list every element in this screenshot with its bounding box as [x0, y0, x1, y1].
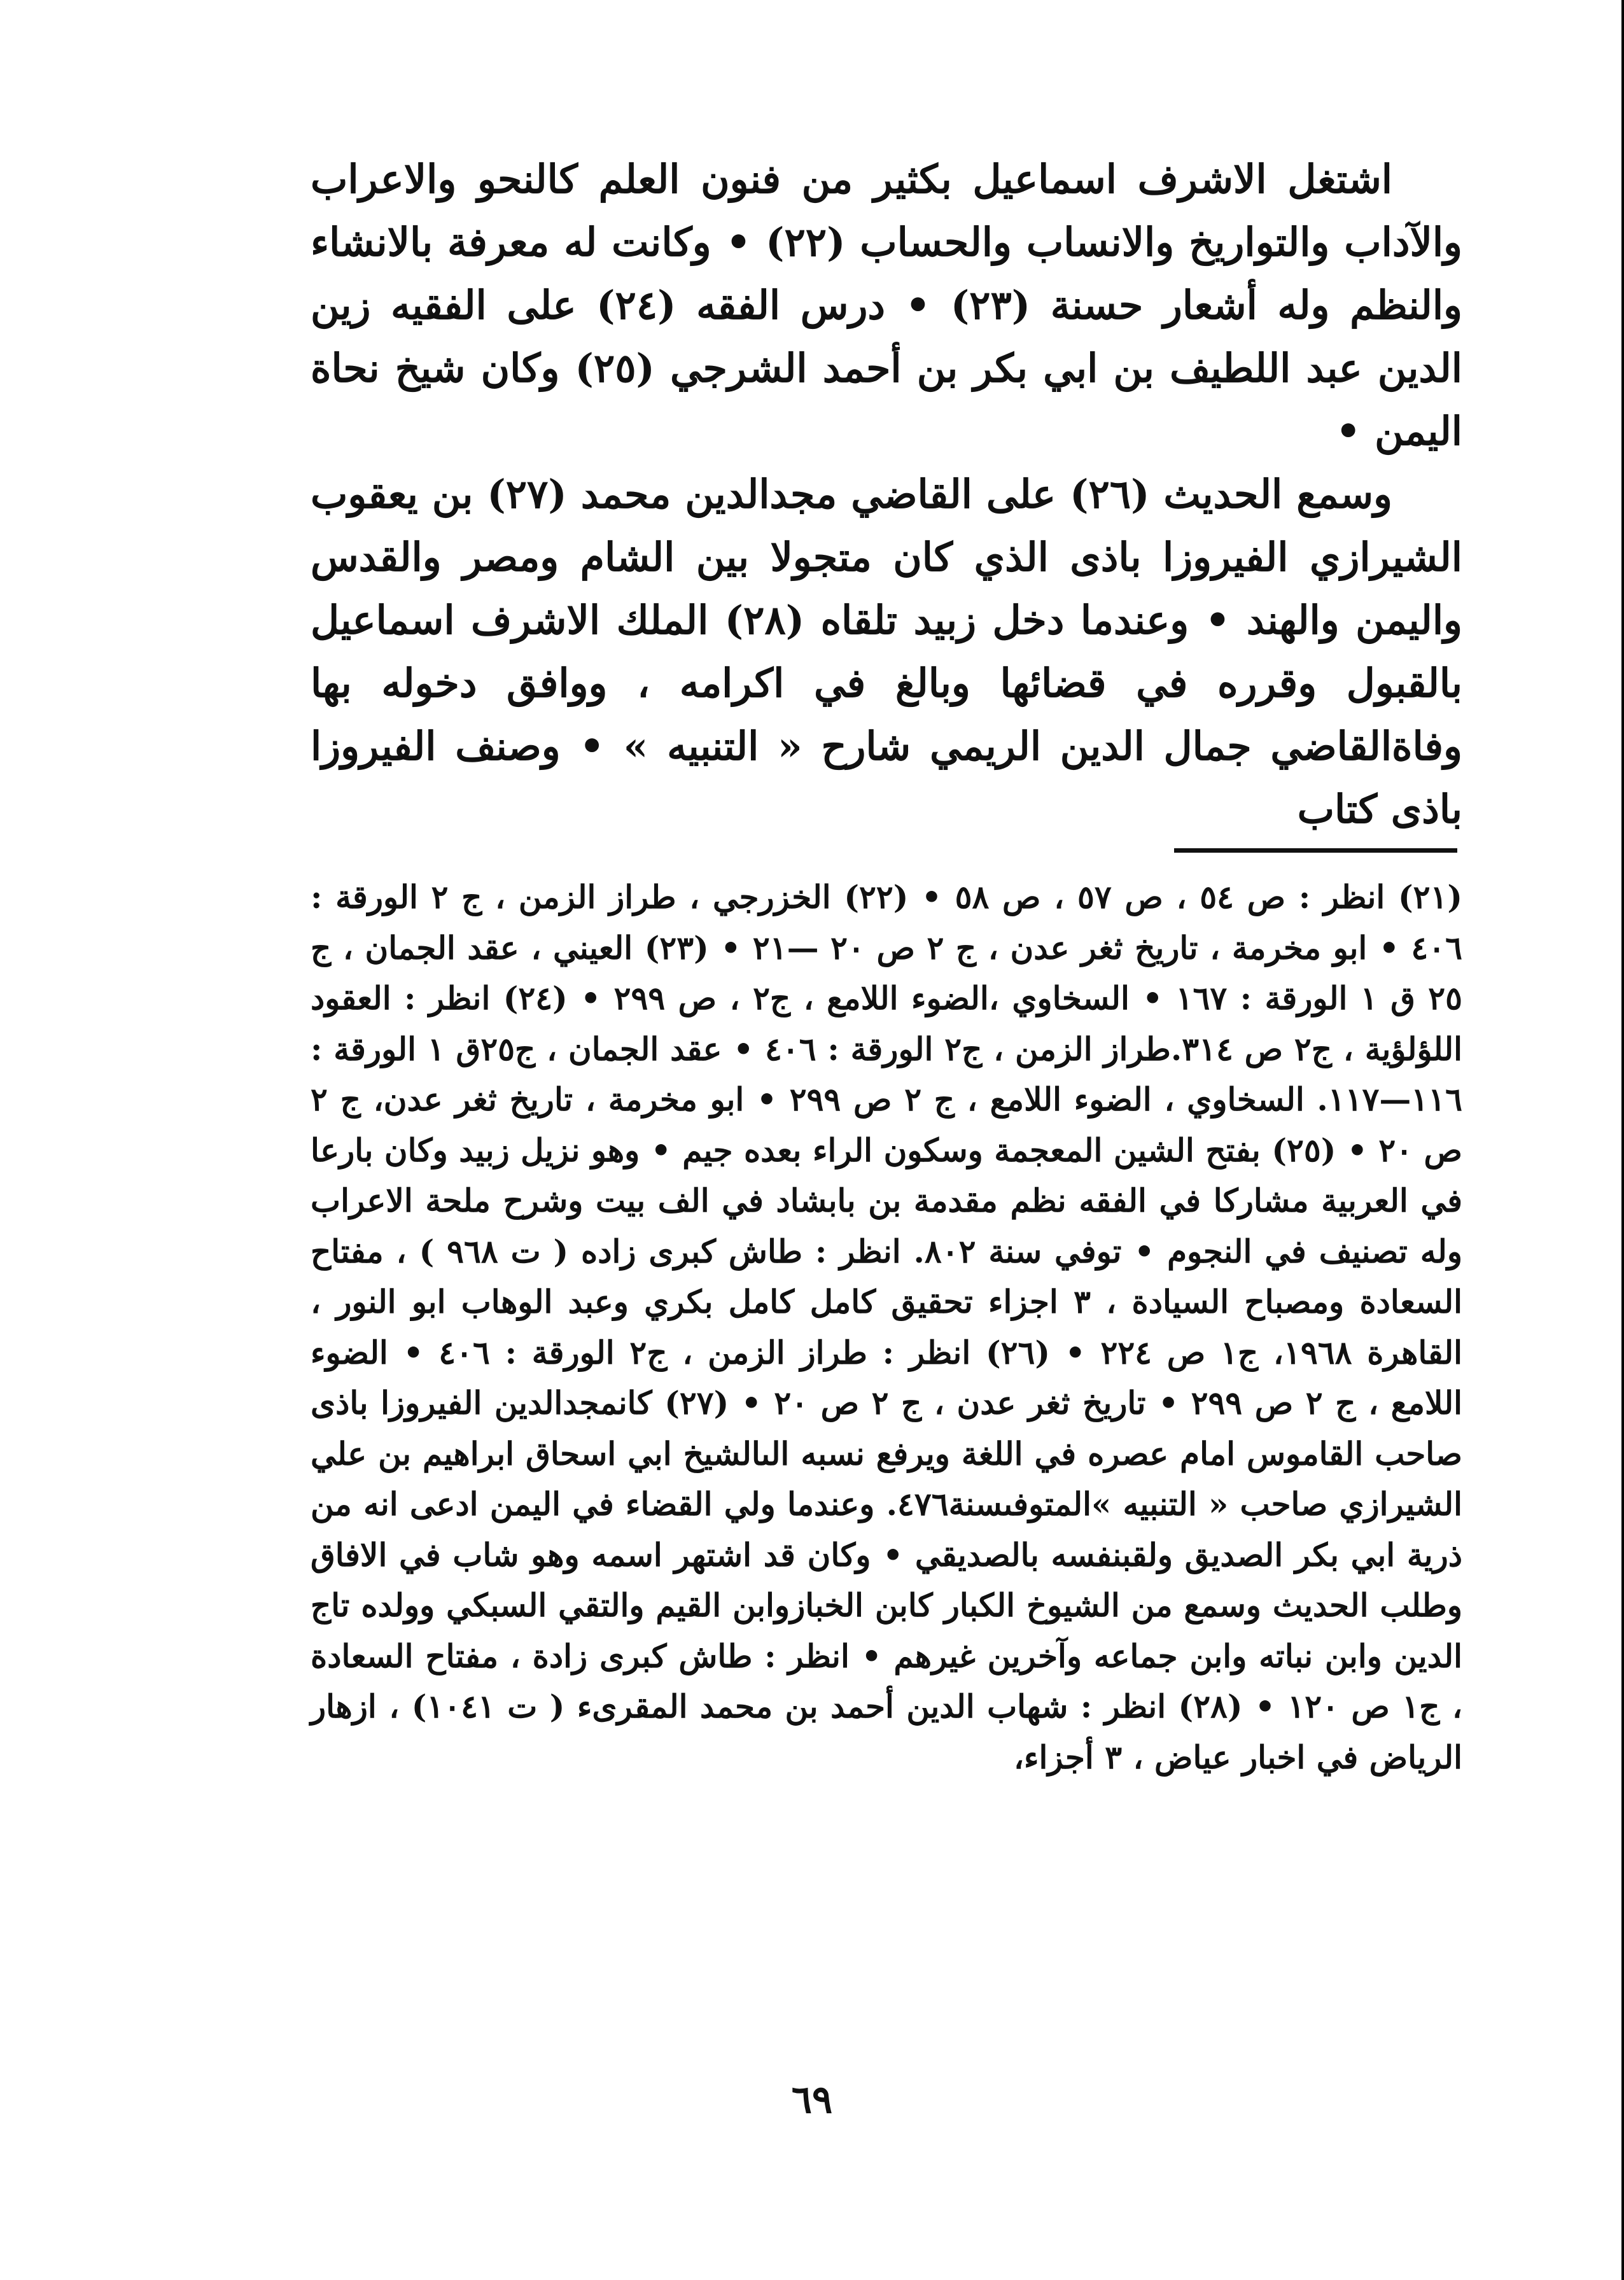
main-text [311, 148, 1462, 841]
paragraph-1: اشتغل الاشرف اسماعيل بكثير من فنون العلم كالنحو والاعراب والآداب والتواريخ والانساب والحساب (٢٢) • وكانت له معرفة بالانشاء والنظم وله أشعار حسنة (٢٣) • درس الفقه (٢٤) على الفقيه زين الدين عبد اللطيف بن ابي بكر بن أحمد الشرجي (٢٥) وكان شيخ نحاة اليمن • [311, 156, 1462, 454]
footnote-separator [1174, 848, 1457, 853]
footnotes-text: (٢١) انظر : ص ٥٤ ، ص ٥٧ ، ص ٥٨ • (٢٢) الخزرجي ، طراز الزمن ، ج ٢ الورقة : ٤٠٦ • ابو مخرمة ، تاريخ ثغر عدن ، ج ٢ ص ٢٠ —٢١ • (٢٣) العيني ، عقد الجمان ، ج ٢٥ ق ١ الورقة : ١٦٧ • السخاوي ،الضوء اللامع ، ج٢ ، ص ٢٩٩ • (٢٤) انظر : العقود اللؤلؤية ، ج٢ ص ٣١٤.طراز الزمن ، ج٢ الورقة : ٤٠٦ • عقد الجمان ، ج٢٥ق ١ الورقة : ١١٦—١١٧. السخاوي ، الضوء اللامع ، ج ٢ ص ٢٩٩ • ابو مخرمة ، تاريخ ثغر عدن، ج ٢ ص ٢٠ • (٢٥) بفتح الشين المعجمة وسكون الراء بعده جيم • وهو نزيل زبيد وكان بارعا في العربية مشاركا في الفقه نظم مقدمة بن بابشاد في الف بيت وشرح ملحة الاعراب وله تصنيف في النجوم • توفي سنة ٨٠٢. انظر : طاش كبرى زاده ( ت ٩٦٨ ) ، مفتاح السعادة ومصباح السيادة ، ٣ اجزاء تحقيق كامل كامل بكري وعبد الوهاب ابو النور ، القاهرة ١٩٦٨، ج١ ص ٢٢٤ • (٢٦) انظر : طراز الزمن ، ج٢ الورقة : ٤٠٦ • الضوء اللامع ، ج ٢ ص ٢٩٩ • تاريخ ثغر عدن ، ج ٢ ص ٢٠ • (٢٧) كانمجدالدين الفيروزا باذى صاحب القاموس امام عصره في اللغة ويرفع نسبه الىالشيخ ابي اسحاق ابراهيم بن علي الشيرازي صاحب « التنبيه »المتوفىسنة٤٧٦. وعندما ولي القضاء في اليمن ادعى انه من ذرية ابي بكر الصديق ولقبنفسه بالصديقي • وكان قد اشتهر اسمه وهو شاب في الافاق وطلب الحديث وسمع من الشيوخ الكبار كابن الخبازوابن القيم والتقي السبكي وولده تاج الدين وابن نباته وابن جماعه وآخرين غيرهم • انظر : طاش كبرى زادة ، مفتاح السعادة ، ج١ ص ١٢٠ • (٢٨) انظر : شهاب الدين أحمد بن محمد المقرىء ( ت ١٠٤١) ، ازهار الرياض في اخبار عياض ، ٣ أجزاء، [311, 878, 1463, 1776]
paragraph-2: وسمع الحديث (٢٦) على القاضي مجدالدين محمد (٢٧) بن يعقوب الشيرازي الفيروزا باذى الذي كان متجولا بين الشام ومصر والقدس واليمن والهند • وعندما دخل زبيد تلقاه (٢٨) الملك الاشرف اسماعيل بالقبول وقرره في قضائها وبالغ في اكرامه ، ووافق دخوله بها وفاةالقاضي جمال الدين الريمي شارح « التنبيه » • وصنف الفيروزا باذى كتاب [311, 471, 1462, 832]
page-number: ٦٩ [791, 2078, 833, 2122]
page-edge [1621, 0, 1624, 2280]
footnotes [311, 872, 1462, 1782]
